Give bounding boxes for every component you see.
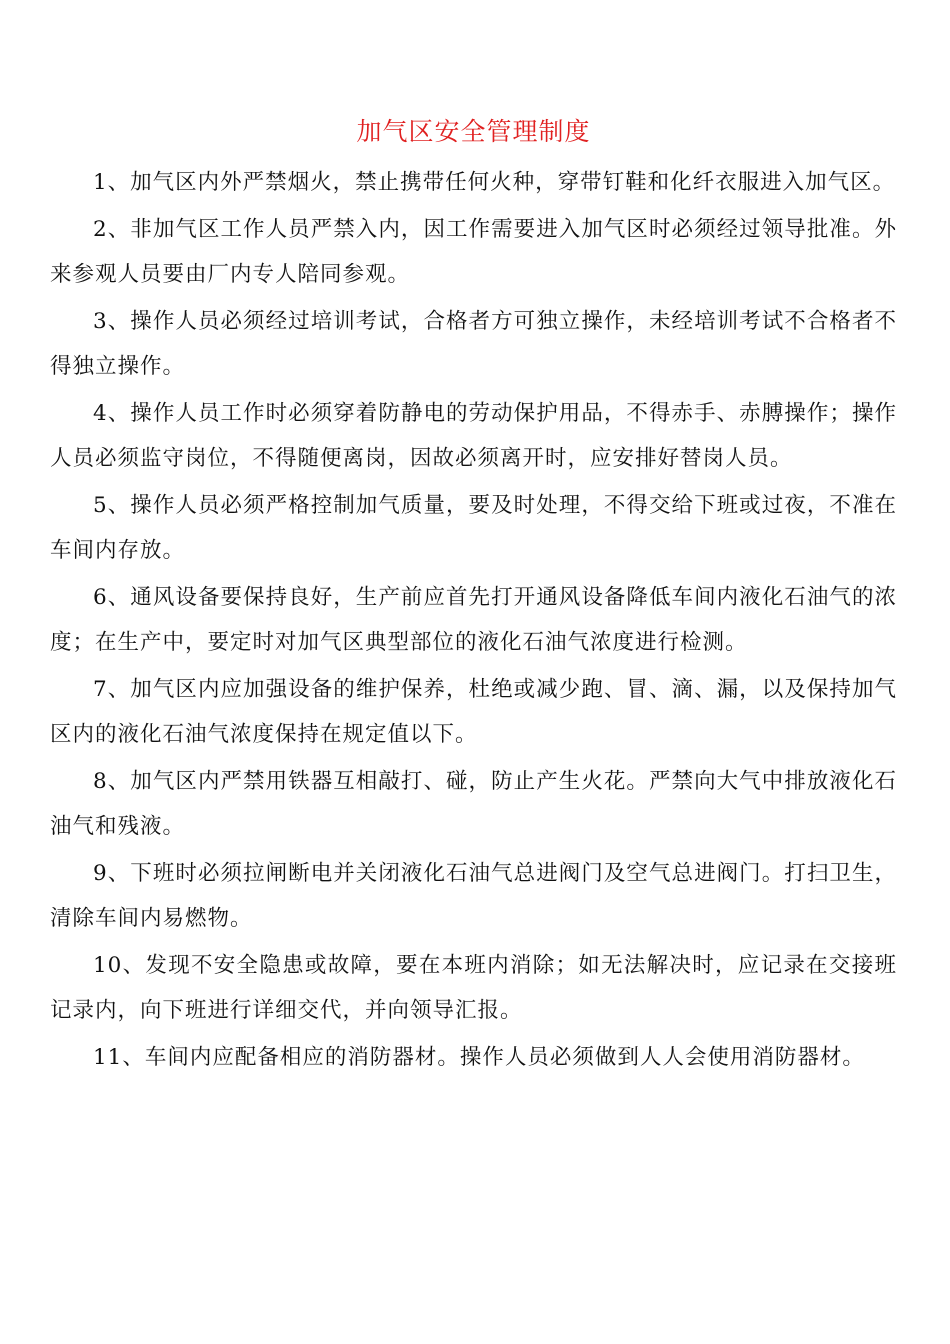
document-page — [50, 112, 897, 1082]
paragraph-11: 11、车间内应配备相应的消防器材。操作人员必须做到人人会使用消防器材。 — [93, 1045, 865, 1070]
paragraph-1: 1、加气区内外严禁烟火，禁止携带任何火种，穿带钉鞋和化纤衣服进入加气区。 — [93, 170, 896, 195]
paragraph-8: 8、加气区内严禁用铁器互相敲打、碰，防止产生火花。严禁向大气中排放液化石油气和残液。 — [50, 769, 897, 839]
paragraph-7: 7、加气区内应加强设备的维护保养，杜绝或减少跑、冒、滴、漏，以及保持加气区内的液化石油气浓度保持在规定值以下。 — [50, 677, 897, 747]
paragraph-3: 3、操作人员必须经过培训考试，合格者方可独立操作，未经培训考试不合格者不得独立操作。 — [50, 309, 897, 379]
paragraph-6: 6、通风设备要保持良好，生产前应首先打开通风设备降低车间内液化石油气的浓度；在生产中，要定时对加气区典型部位的液化石油气浓度进行检测。 — [50, 585, 897, 655]
paragraph-5: 5、操作人员必须严格控制加气质量，要及时处理，不得交给下班或过夜，不准在车间内存放。 — [50, 493, 897, 563]
document-title: 加气区安全管理制度 — [356, 117, 591, 146]
paragraph-4: 4、操作人员工作时必须穿着防静电的劳动保护用品，不得赤手、赤膊操作；操作人员必须监守岗位，不得随便离岗，因故必须离开时，应安排好替岗人员。 — [50, 401, 897, 471]
paragraph-9: 9、下班时必须拉闸断电并关闭液化石油气总进阀门及空气总进阀门。打扫卫生，清除车间内易燃物。 — [50, 861, 897, 931]
paragraph-2: 2、非加气区工作人员严禁入内，因工作需要进入加气区时必须经过领导批准。外来参观人员要由厂内专人陪同参观。 — [50, 217, 897, 287]
paragraph-10: 10、发现不安全隐患或故障，要在本班内消除；如无法解决时，应记录在交接班记录内，向下班进行详细交代，并向领导汇报。 — [50, 953, 897, 1023]
